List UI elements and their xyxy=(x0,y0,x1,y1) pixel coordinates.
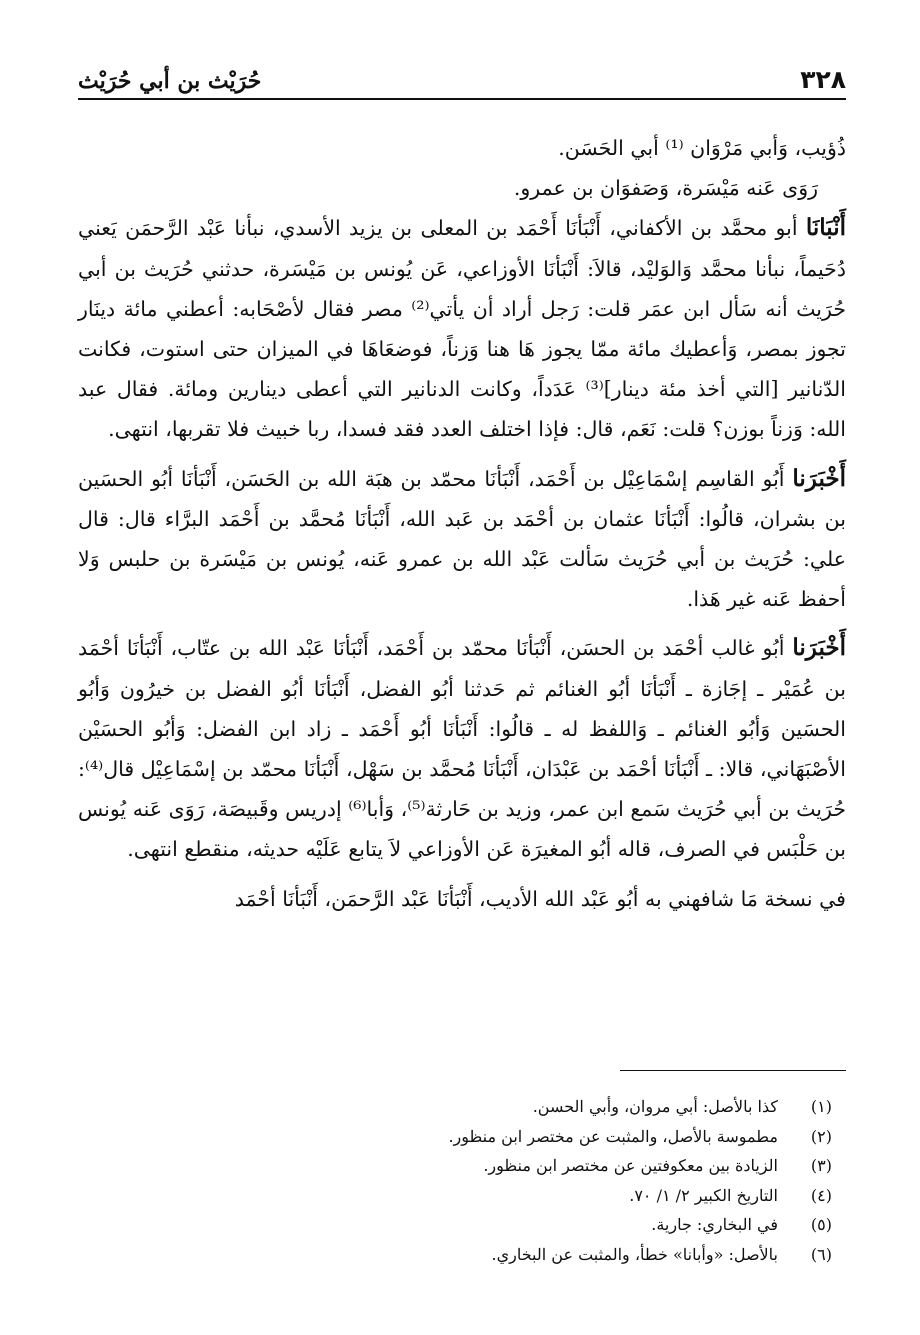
footnote-text: الزيادة بين معكوفتين عن مختصر ابن منظور. xyxy=(483,1156,778,1175)
paragraph-1: ذُؤيب، وَأبي مَرْوَان ⁽¹⁾ أبي الحَسَن. xyxy=(558,136,846,160)
footnote-item xyxy=(78,1122,846,1152)
paragraph-2: رَوَى عَنه مَيْسَرة، وَصَفوَان بن عمرو. xyxy=(513,176,818,201)
paragraph-5-lead: أَخْبَرَنا xyxy=(792,634,846,662)
footnote-item xyxy=(78,1210,846,1240)
paragraph-3-text: أبو محمَّد بن الأكفاني، أَنْبَأنَا أَحْمَد بن المعلى بن يزيد الأسدي، نبأنا عَبْد الرَّحمَن يَعني دُحَيماً، نبأنا محمَّد وَالوَليْد، قالاَ: أَنْبَأنَا الأوزاعي، عَن يُونس بن مَيْسَرة، حدثني حُرَيث بن أبي حُرَيث أنه سَأل ابن عمَر قلت: رَجل أراد أن يأتي⁽²⁾ مصر فقال لأصْحَابه: أعطني مائة دينَار تجوز بمصر، وَأعطيك مائة ممّا يجوز هَا هنا وَزناً، فوضعَاهَا في الميزان حتى استوت، فكانت الدّنانير [التي أخذ مئة دينار]⁽³⁾ عَدَداً، وكانت الدنانير التي أعطى دينارين ومائة. فقال عبد الله: وَزناً بوزن؟ قلت: نَعَم، قال: فإذا اختلف العدد فقد فسدا، ربا خبيث فلا تقربها، انتهى. xyxy=(78,216,846,442)
paragraph-6: في نسخة مَا شافهني به أبُو عَبْد الله الأديب، أَنْبَأنَا عَبْد الرَّحمَن، أَنْبَأنَا أحْمَد xyxy=(234,886,846,911)
paragraph-5-text: أبُو غالب أحْمَد بن الحسَن، أَنْبَأنَا محمّد بن أَحْمَد، أَنْبَأنَا عَبْد الله بن عتّاب، أَنْبَأنَا أحْمَد بن عُمَيْر ـ إجَازة ـ أَنْبَأنَا أبُو الغنائم ثم حَدثنا أبُو الفضل، أَنْبَأنَا أبُو الفضل بن خيرُون وَأبُو الحسَين وَأبُو الغنائم ـ وَاللفظ له ـ قالُوا: أَنْبَأنَا أبُو أَحْمَد ـ زاد ابن الفضل: وَأبُو الحسَيْن الأصْبَهَاني، قالا: ـ أَنْبَأنَا أحْمَد بن عَبْدَان، أَنْبَأنَا مُحمَّد بن سَهْل، أَنْبَأنَا محمّد بن إسْمَاعِيْل قال⁽⁴⁾: حُرَيث بن أبي حُرَيث سَمع ابن عمر، وزيد بن حَارثة⁽⁵⁾، وَأبا⁽⁶⁾ إدريس وقَبيصَة، رَوَى عَنه يُونس بن حَلْبَس في الصرف، قاله أبُو المغيرَة عَن الأوزاعي لاَ يتابع عَلَيْه حديثه، منقطع انتهى. xyxy=(78,636,846,862)
paragraph-4-lead: أَخْبَرَنا xyxy=(792,464,846,492)
footnotes xyxy=(78,1092,846,1269)
paragraph-4-text: أَبُو القاسِم إسْمَاعِيْل بن أَحْمَد، أَنْبَأنَا محمّد بن هبَة الله بن الحَسَن، أَنْبَأنَا أبُو الحسَين بن بشران، قالُوا: أَنْبَأنَا عثمان بن أحْمَد بن عَبد الله، أَنْبَأنَا مُحمَّد بن أَحْمَد البرَّاء قال: قال علي: حُرَيث بن أبي حُرَيث سَألت عَبْد الله بن عمرو عَنه، يُونس بن مَيْسَرة بن حلبس وَلا أحفظ عَنه غير هَذا. xyxy=(78,466,846,612)
running-title: حُرَيْث بن أبي حُرَيْث xyxy=(78,68,262,94)
footnote-text: كذا بالأصل: أبي مروان، وأبي الحسن. xyxy=(532,1097,778,1116)
footnote-number: (١) xyxy=(810,1097,832,1116)
paragraph-5 xyxy=(78,628,846,869)
footnote-item xyxy=(78,1181,846,1211)
page-header xyxy=(78,58,846,100)
footnote-number: (٣) xyxy=(810,1156,832,1175)
footnote-number: (٢) xyxy=(810,1126,832,1146)
footnote-number: (٥) xyxy=(810,1215,832,1234)
paragraph-3-lead: أَنْبَانَا xyxy=(805,214,846,242)
footnote-number: (٦) xyxy=(810,1244,832,1264)
footnote-text: بالأصل: «وأبانا» خطأ، والمثبت عن البخاري. xyxy=(491,1244,778,1264)
main-text xyxy=(78,128,846,919)
page-number: ٣٢٨ xyxy=(800,65,846,94)
footnote-text: التاريخ الكبير ٢/ ١/ ٧٠. xyxy=(629,1185,778,1205)
footnote-item xyxy=(78,1240,846,1270)
paragraph-3 xyxy=(78,208,846,449)
footnote-text: مطموسة بالأصل، والمثبت عن مختصر ابن منظور. xyxy=(448,1126,778,1146)
footnote-number: (٤) xyxy=(810,1185,832,1205)
footnote-item xyxy=(78,1151,846,1181)
footnote-item xyxy=(78,1092,846,1122)
footnote-divider xyxy=(620,1070,846,1071)
footnote-text: في البخاري: جارية. xyxy=(651,1215,778,1234)
paragraph-4 xyxy=(78,459,846,620)
